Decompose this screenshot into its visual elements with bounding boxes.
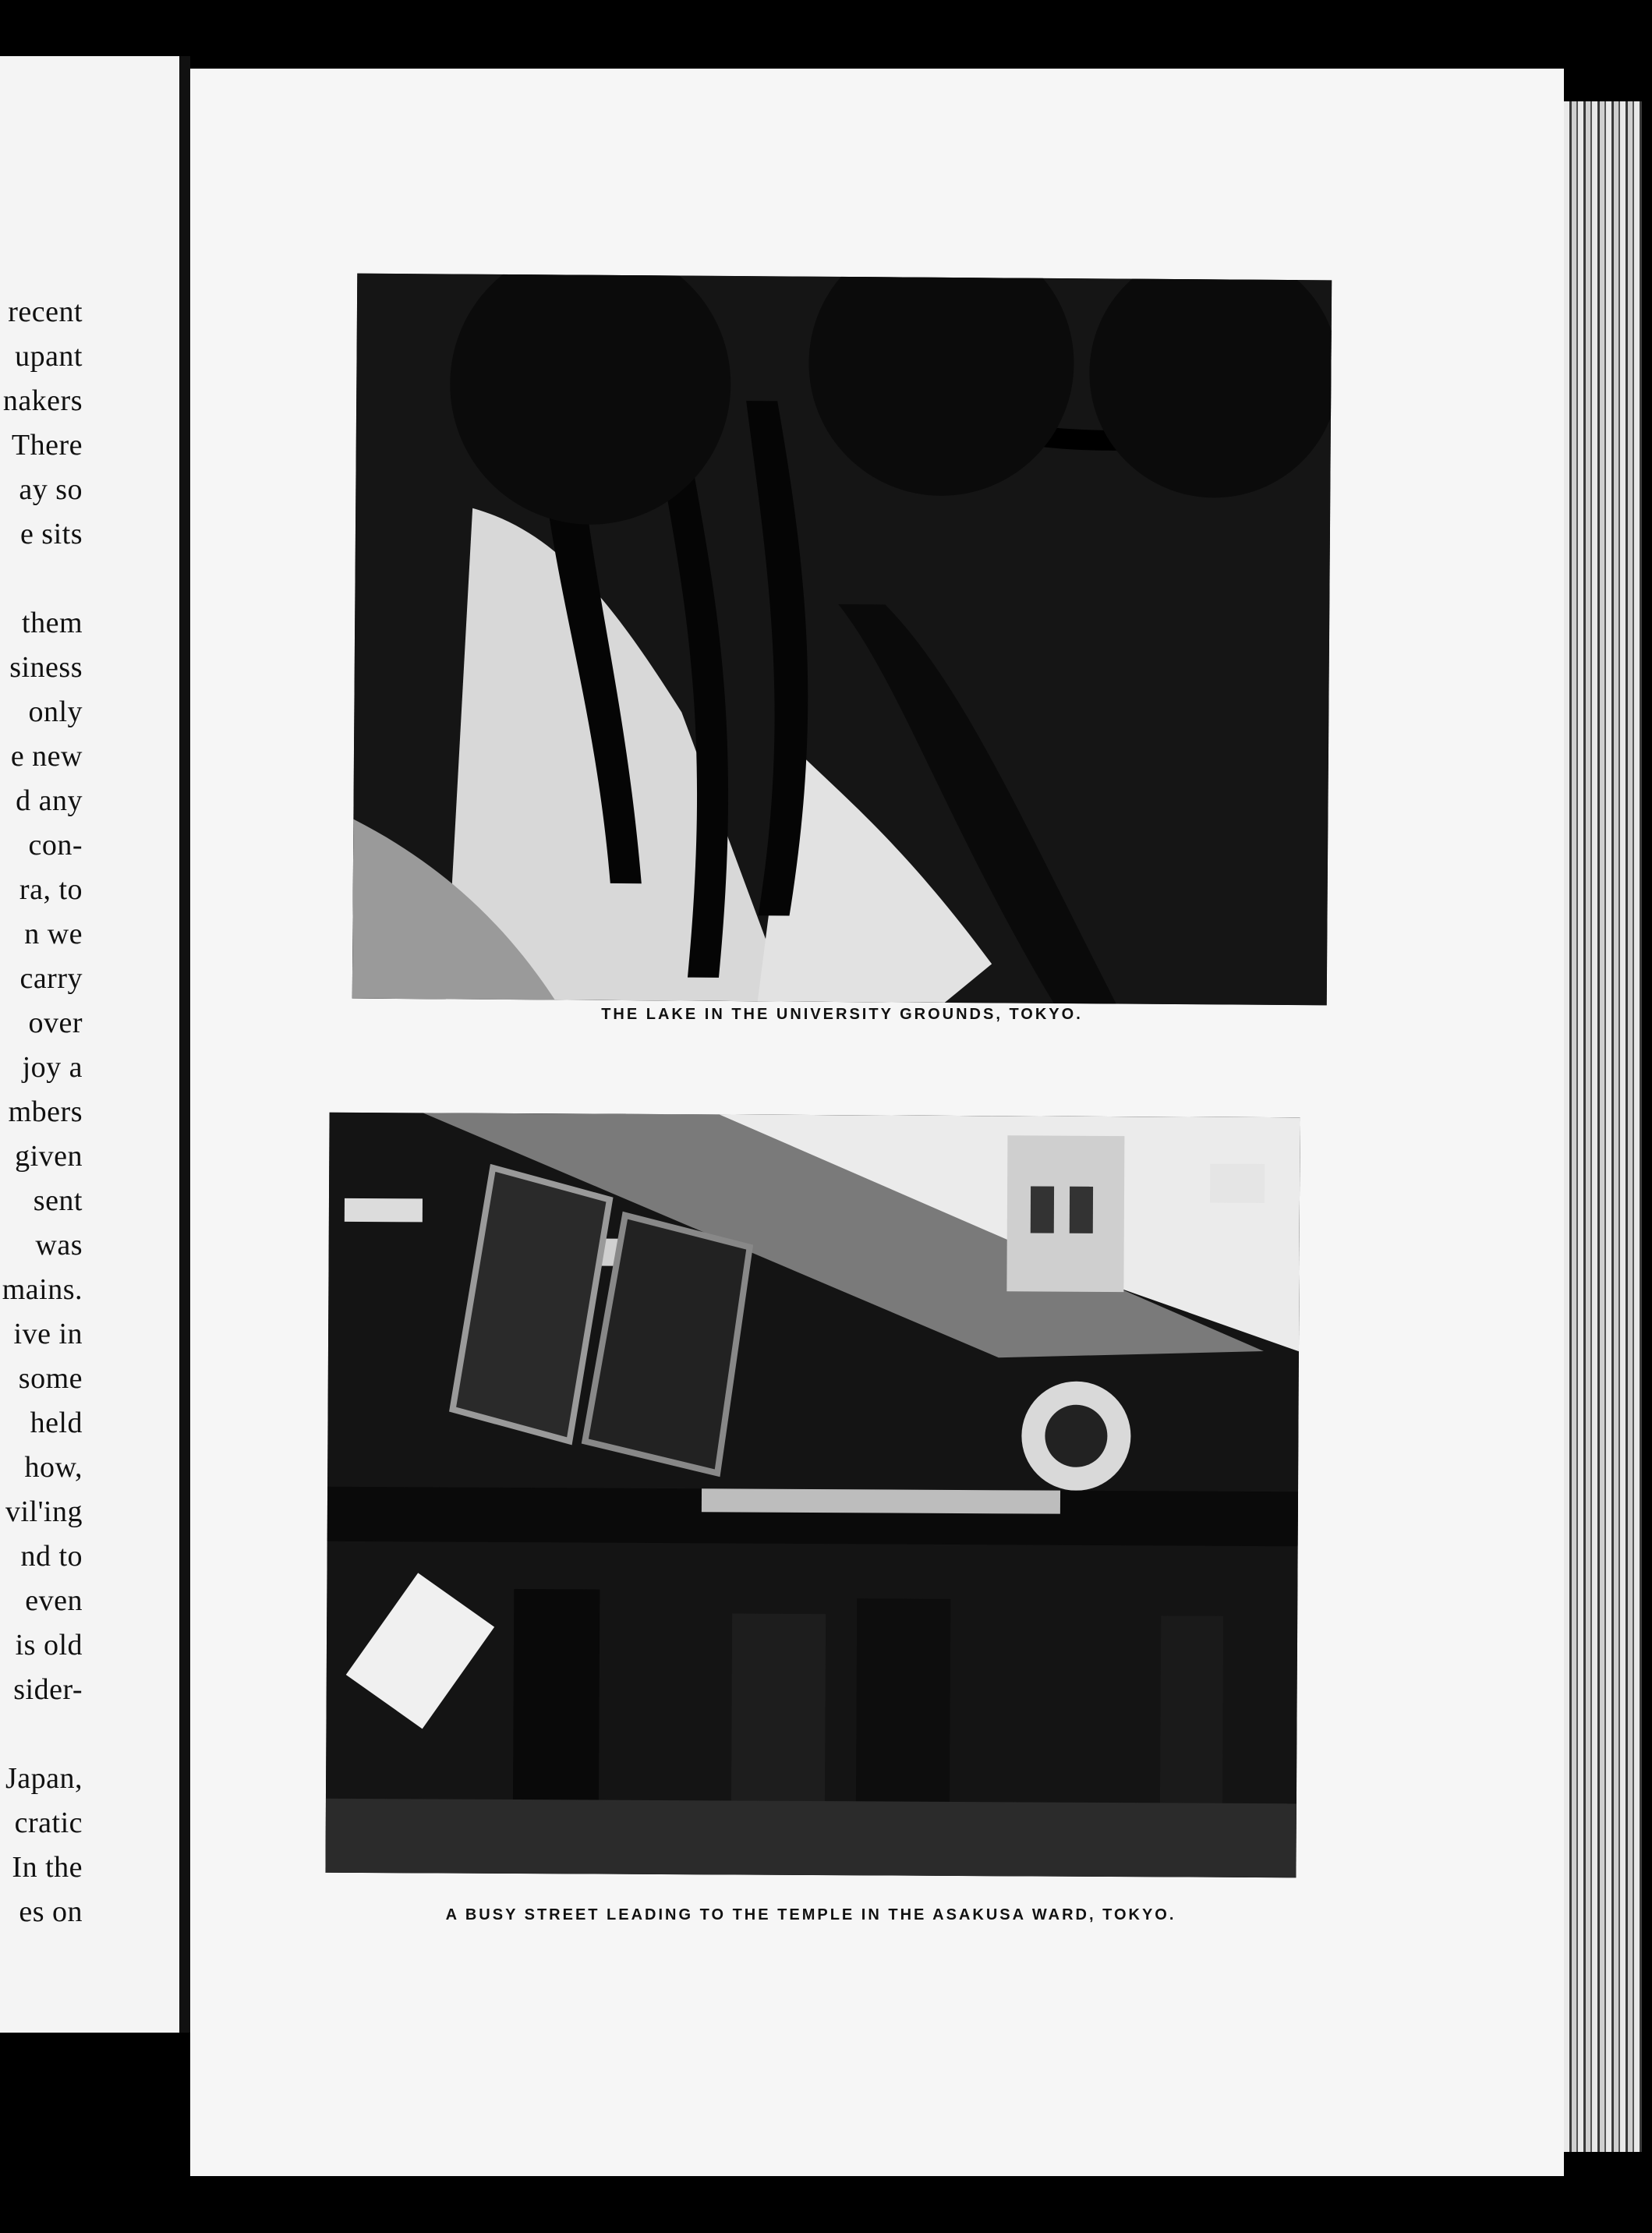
text-line: them (22, 607, 83, 639)
text-line: con- (28, 829, 83, 862)
text-line: There (11, 429, 83, 462)
page-fore-edge (1564, 101, 1642, 2152)
text-line: cratic (14, 1807, 83, 1839)
text-line: ay so (19, 473, 83, 506)
lake-caption: THE LAKE IN THE UNIVERSITY GROUNDS, TOKYO. (601, 1006, 1083, 1023)
paragraph-gap (0, 1712, 83, 1757)
text-line: siness (9, 651, 83, 684)
text-line: recent (8, 295, 83, 328)
text-line: over (28, 1007, 83, 1039)
text-line: sider- (13, 1673, 83, 1706)
text-line: mbers (8, 1095, 83, 1128)
text-line: carry (19, 962, 83, 995)
street-photograph (325, 1113, 1300, 1878)
text-line: sent (33, 1184, 83, 1217)
text-line: only (28, 695, 83, 728)
text-line: nd to (20, 1540, 83, 1573)
text-line: es on (19, 1895, 83, 1928)
paragraph-gap (0, 557, 83, 601)
lake-photograph-image (352, 274, 1332, 1006)
street-photograph-image (325, 1113, 1300, 1878)
text-line: how, (24, 1451, 83, 1484)
facing-page (0, 56, 179, 2033)
street-caption: A BUSY STREET LEADING TO THE TEMPLE IN THE ASAKUSA WARD, TOKYO. (445, 1906, 1176, 1923)
text-line: e sits (19, 518, 83, 550)
text-line: held (30, 1407, 83, 1439)
text-line: joy a (22, 1051, 83, 1084)
lake-photograph (352, 274, 1332, 1006)
text-line: mains. (2, 1273, 83, 1306)
text-line: some (18, 1362, 83, 1395)
text-line: Japan, (5, 1762, 83, 1795)
text-line: is old (15, 1629, 83, 1661)
text-line: upant (15, 340, 83, 373)
text-line: was (35, 1229, 83, 1262)
text-line: d any (16, 784, 83, 817)
text-line: n we (24, 918, 83, 950)
text-line: In the (12, 1851, 83, 1884)
text-line: given (15, 1140, 83, 1173)
text-line: e new (10, 740, 83, 773)
text-line: nakers (2, 384, 83, 417)
text-line: vil'ing (5, 1495, 83, 1528)
text-line: even (25, 1584, 83, 1617)
text-line: ive in (13, 1318, 83, 1350)
page-gutter (179, 56, 190, 2033)
text-line: ra, to (19, 873, 83, 906)
facing-page-text (0, 290, 83, 1934)
